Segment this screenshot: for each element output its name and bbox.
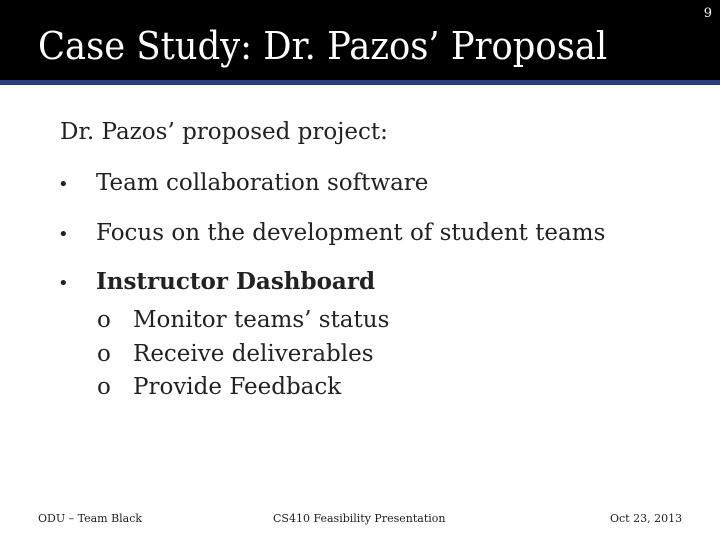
sub-bullet-item xyxy=(97,373,341,401)
bullet-item xyxy=(58,268,375,298)
sub-bullet-item xyxy=(97,306,389,334)
bullet-text: Instructor Dashboard xyxy=(96,268,376,295)
sub-bullet-marker: o xyxy=(97,374,111,400)
bullet-text: Focus on the development of student teams xyxy=(96,220,606,246)
bullet-text: Team collaboration software xyxy=(96,170,429,196)
sub-bullet-text: Monitor teams’ status xyxy=(133,307,390,333)
footer-date: Oct 23, 2013 xyxy=(610,512,683,525)
footer-team: ODU – Team Black xyxy=(38,512,143,525)
slide-title: Case Study: Dr. Pazos’ Proposal xyxy=(38,24,608,68)
bullet-item xyxy=(58,169,428,199)
sub-bullet-text: Receive deliverables xyxy=(133,341,374,367)
bullet-marker: • xyxy=(58,174,69,195)
sub-bullet-text: Provide Feedback xyxy=(133,374,342,400)
title-rule xyxy=(0,80,720,85)
bullet-marker: • xyxy=(58,273,69,294)
sub-bullet-marker: o xyxy=(97,341,111,367)
sub-bullet-marker: o xyxy=(97,307,111,333)
bullet-marker: • xyxy=(58,224,69,245)
footer-presentation: CS410 Feasibility Presentation xyxy=(273,512,446,525)
intro-text: Dr. Pazos’ proposed project: xyxy=(60,119,388,145)
slide-number: 9 xyxy=(703,6,712,21)
sub-bullet-item xyxy=(97,340,374,368)
bullet-item xyxy=(58,219,605,249)
